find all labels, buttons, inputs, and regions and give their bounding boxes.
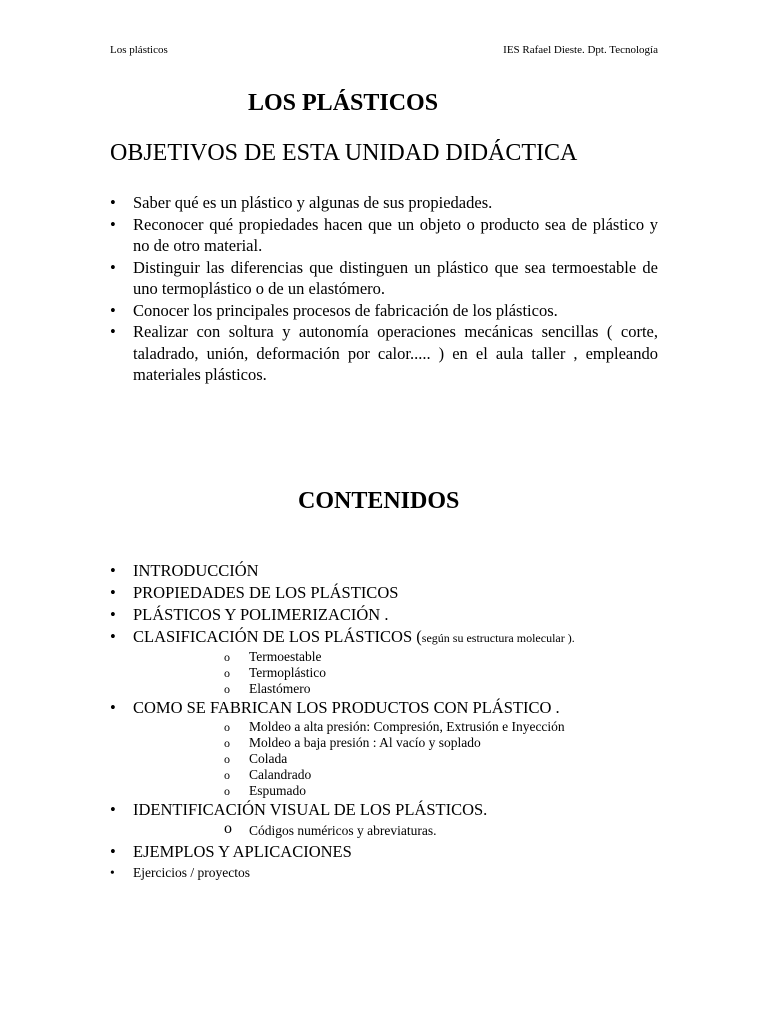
contents-subitem: o Termoestable xyxy=(133,649,670,665)
contents-item-note: según su estructura molecular ). xyxy=(421,631,575,645)
objective-item: • Distinguir las diferencias que distinguen un plástico que sea termoestable de uno termoplástico o de un elastómero. xyxy=(110,257,658,300)
contents-item-label: COMO SE FABRICAN LOS PRODUCTOS CON PLÁSTICO . xyxy=(133,698,560,717)
contents-item-label: EJEMPLOS Y APLICACIONES xyxy=(133,842,352,861)
objectives-list xyxy=(110,192,658,386)
contents-sublist xyxy=(133,821,670,841)
objective-item: • Saber qué es un plástico y algunas de sus propiedades. xyxy=(110,192,658,214)
contents-subitem: o Códigos numéricos y abreviaturas. xyxy=(133,821,670,841)
contents-item xyxy=(110,863,670,882)
contents-item xyxy=(110,560,670,582)
contents-item xyxy=(110,697,670,799)
contents-subitem: o Moldeo a alta presión: Compresión, Extrusión e Inyección xyxy=(133,719,670,735)
contents-item-label: INTRODUCCIÓN xyxy=(133,561,259,580)
contents-item xyxy=(110,799,670,841)
contents-item xyxy=(110,582,670,604)
contents-subitem: o Moldeo a baja presión : Al vacío y soplado xyxy=(133,735,670,751)
contents-subitem: o Espumado xyxy=(133,783,670,799)
contents-sublist xyxy=(133,649,670,697)
contents-item-label: PROPIEDADES DE LOS PLÁSTICOS xyxy=(133,583,399,602)
contents-item xyxy=(110,604,670,626)
contents-item-label: PLÁSTICOS Y POLIMERIZACIÓN . xyxy=(133,605,389,624)
running-header-right: IES Rafael Dieste. Dpt. Tecnología xyxy=(503,44,658,56)
contents-sublist xyxy=(133,719,670,799)
objective-item: • Realizar con soltura y autonomía operaciones mecánicas sencillas ( corte, taladrado, unión, deformación por calor..... ) en el aula taller , empleando materiales plásticos. xyxy=(110,321,658,386)
document-title: LOS PLÁSTICOS xyxy=(248,90,439,116)
objective-item: • Reconocer qué propiedades hacen que un objeto o producto sea de plástico y no de otro material. xyxy=(110,214,658,257)
contents-subitem: o Calandrado xyxy=(133,767,670,783)
contents-heading: CONTENIDOS xyxy=(298,488,460,514)
contents-item-label: IDENTIFICACIÓN VISUAL DE LOS PLÁSTICOS. xyxy=(133,800,488,819)
contents-item-label: Ejercicios / proyectos xyxy=(133,865,250,880)
contents-list xyxy=(110,560,670,882)
objective-item: • Conocer los principales procesos de fabricación de los plásticos. xyxy=(110,300,658,322)
contents-item xyxy=(110,841,670,863)
objectives-heading: OBJETIVOS DE ESTA UNIDAD DIDÁCTICA xyxy=(110,140,578,166)
contents-item xyxy=(110,626,670,697)
contents-subitem: o Elastómero xyxy=(133,681,670,697)
contents-item-label: CLASIFICACIÓN DE LOS PLÁSTICOS ( xyxy=(133,627,422,646)
running-header-left: Los plásticos xyxy=(110,44,168,56)
contents-subitem: o Colada xyxy=(133,751,670,767)
contents-subitem: o Termoplástico xyxy=(133,665,670,681)
